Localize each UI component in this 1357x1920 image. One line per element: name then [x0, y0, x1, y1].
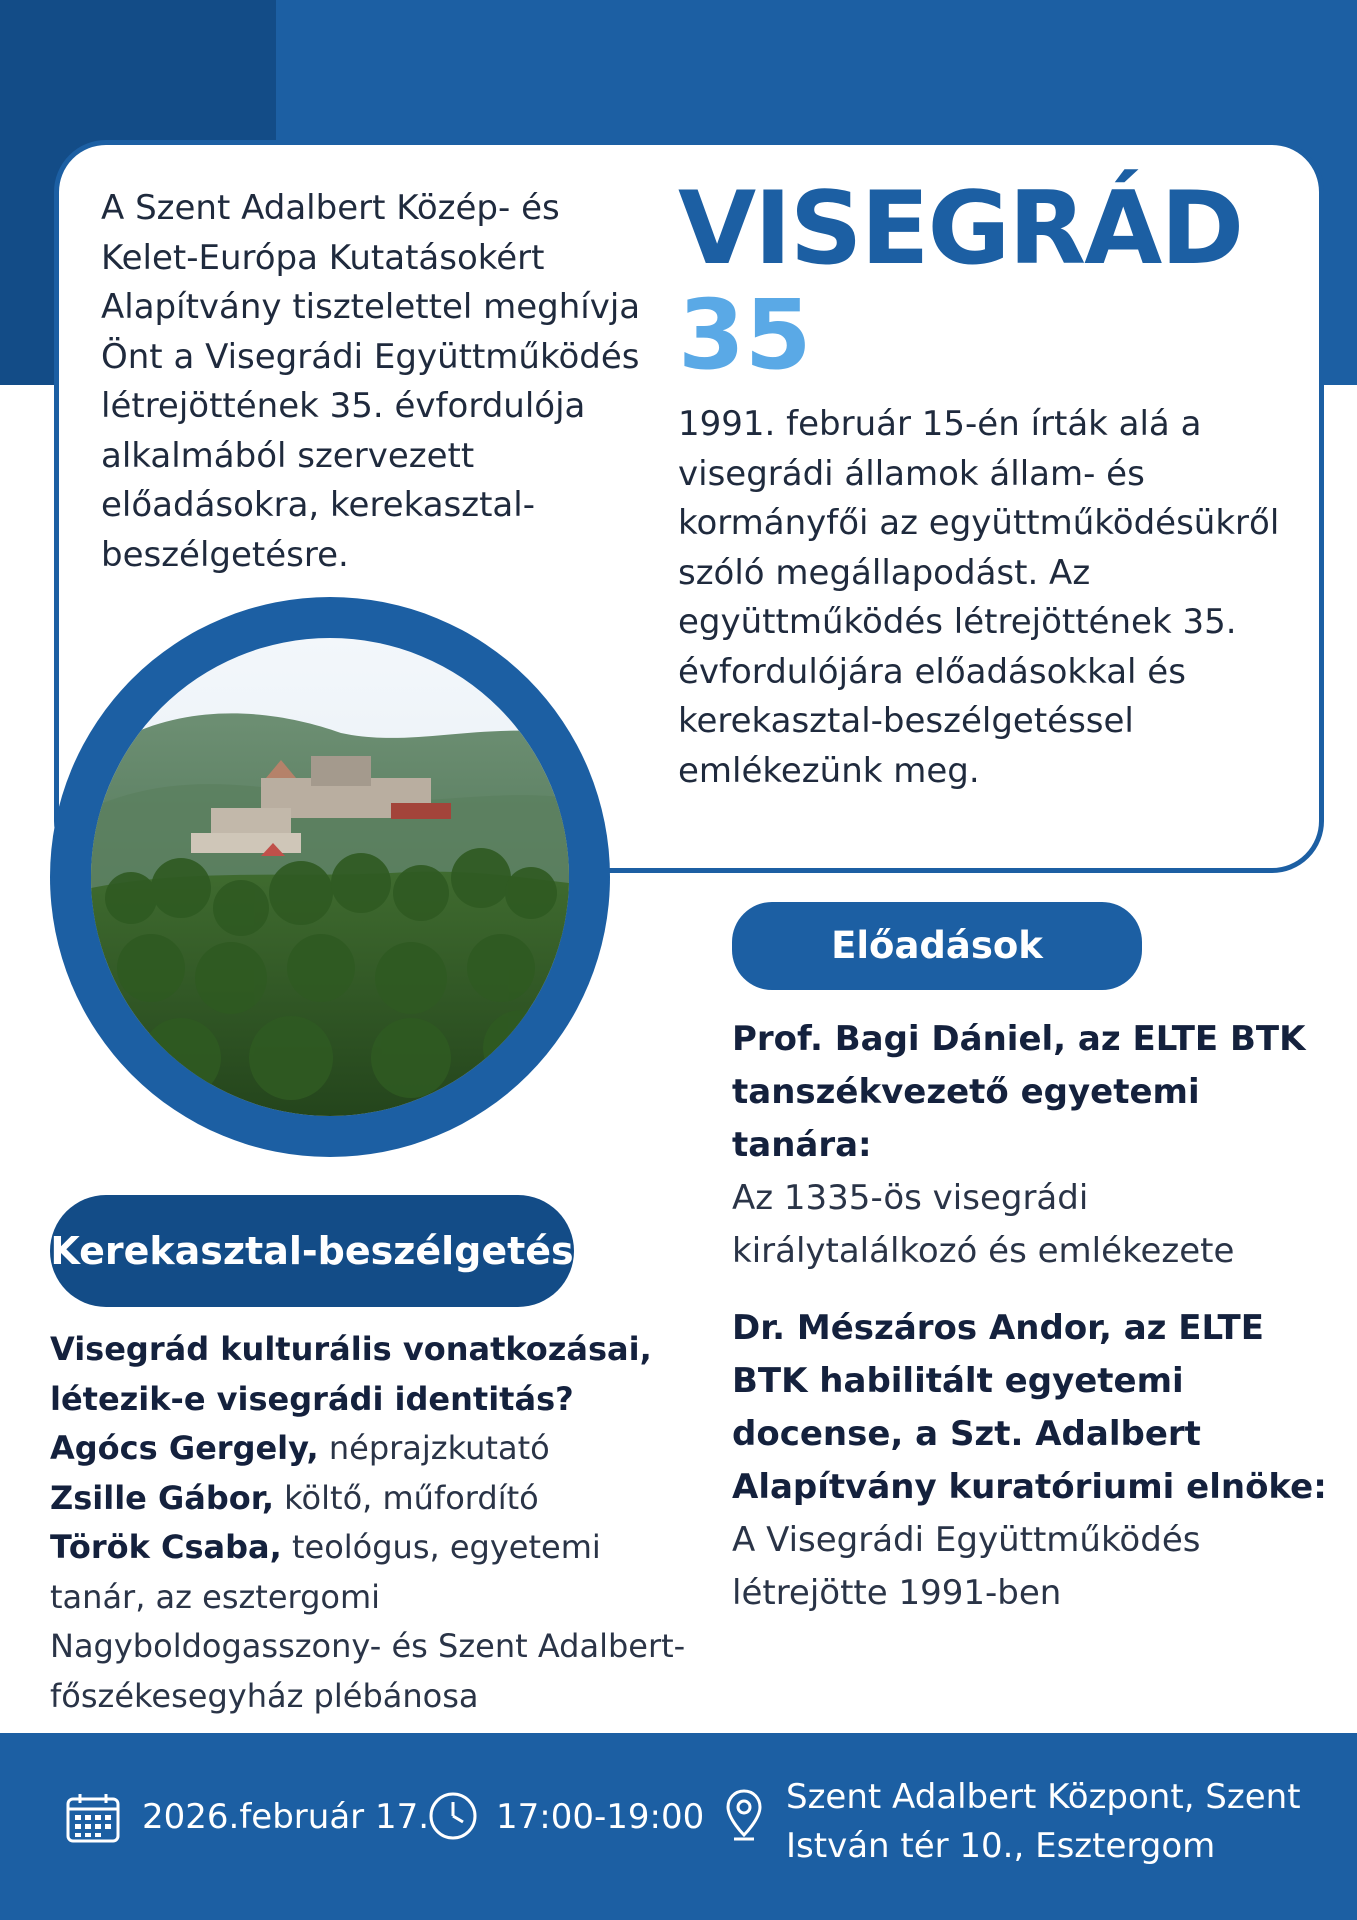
calendar-icon [66, 1793, 120, 1843]
lectures-list [732, 1013, 1342, 1644]
event-location-line1: Szent Adalbert Központ, Szent [786, 1777, 1301, 1817]
participant-name: Török Csaba, [50, 1528, 282, 1566]
participant-role: néprajzkutató [318, 1429, 550, 1467]
event-date: 2026.február 17. [142, 1797, 430, 1837]
castle-photo [50, 597, 610, 1157]
participant-name: Zsille Gábor, [50, 1478, 274, 1517]
lecture-topic: Az 1335-ös visegrádi királytalálkozó és emlékezete [732, 1178, 1235, 1271]
location-pin-icon [726, 1789, 762, 1841]
lectures-heading: Előadások [732, 902, 1142, 990]
summary-text: 1991. február 15-én írták alá a visegrádi államok állam- és kormányfői az együttműködésükről szóló megállapodást. Az együttműködés létrejöttének 35. évfordulójára előadásokkal és kerekasztal-beszélgetéssel emlékezünk meg. [678, 404, 1280, 791]
roundtable-topic: Visegrád kulturális vonatkozásai, létezik-e visegrádi identitás? [50, 1330, 652, 1418]
roundtable-heading: Kerekasztal-beszélgetés [50, 1195, 574, 1307]
participant-role: teológus, egyetemi tanár, az esztergomi Nagyboldogasszony- és Szent Adalbert-főszékesegyház plébánosa [50, 1528, 686, 1715]
event-time: 17:00-19:00 [496, 1797, 705, 1837]
lecture-speaker: Dr. Mészáros Andor, az ELTE BTK habilitált egyetemi docense, a Szt. Adalbert Alapítvány kuratóriumi elnöke: [732, 1308, 1327, 1507]
participant-name: Agócs Gergely, [50, 1429, 319, 1467]
intro-text: A Szent Adalbert Közép- és Kelet-Európa Kutatásokért Alapítvány tisztelettel meghívja Önt a Visegrádi Együttműködés létrejöttének 35. évfordulója alkalmából szervezett előadásokra, kerekasztal-beszélgetésre. [101, 188, 641, 575]
participant-role: költő, műfordító [273, 1478, 539, 1517]
lecture-topic: A Visegrádi Együttműködés létrejötte 1991-ben [732, 1520, 1201, 1613]
event-location-line2: István tér 10., Esztergom [786, 1826, 1216, 1866]
lecture-item [732, 1302, 1342, 1620]
lecture-item [732, 1013, 1342, 1278]
clock-icon [428, 1791, 478, 1841]
event-footer [0, 1733, 1357, 1920]
anniversary-number: 35 [678, 279, 812, 391]
roundtable-details [50, 1325, 690, 1721]
castle-photo-illustration [91, 638, 569, 1116]
lecture-speaker: Prof. Bagi Dániel, az ELTE BTK tanszékvezető egyetemi tanára: [732, 1019, 1306, 1165]
page-title: VISEGRÁD [678, 169, 1243, 287]
